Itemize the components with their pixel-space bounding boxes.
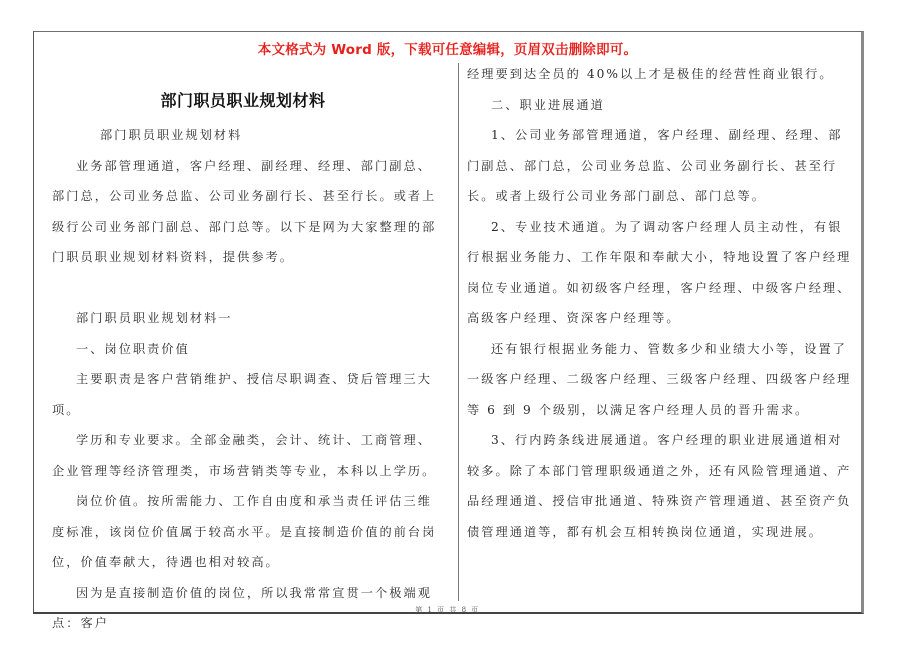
section-heading: 一、岗位职责价值 [76,341,190,356]
paragraph: 因为是直接制造价值的岗位，所以我常常宣贯一个极端观点：客户 [52,585,432,630]
paragraph: 3、行内跨条线进展通道。客户经理的职业进展通道相对较多。除了本部门管理职级通道之外，还有风险管理通道、产品经理通道、授信审批通道、特殊资产管理通道、甚至资产负债管理通道等，都有机会互相转换岗位通道，实现进展。 [467,433,852,539]
document-title: 部门职员职业规划材料 [160,91,326,110]
paragraph: 还有银行根据业务能力、管数多少和业绩大小等，设置了一级客户经理、二级客户经理、三级客户经理、四级客户经理等 6 到 9 个级别，以满足客户经理人员的晋升需求。 [467,341,852,417]
right-column [467,59,852,547]
intro-paragraph: 业务部管理通道，客户经理、副经理、经理、部门副总、部门总，公司业务总监、公司业务副行长、甚至行长。或者上级行公司业务部门副总、部门总等。以下是网为大家整理的部门职员职业规划材料资料，提供参考。 [52,158,437,264]
subtitle-paragraph: 部门职员职业规划材料 [100,128,243,142]
section-heading: 部门职员职业规划材料一 [76,311,233,325]
header-note: 本文格式为 Word 版，下载可任意编辑，页眉双击删除即可。 [257,42,638,58]
column-divider [458,63,459,601]
paragraph: 经理要到达全员的 40%以上才是极佳的经营性商业银行。 [467,67,834,81]
document-page [33,31,864,630]
paragraph: 1、公司业务部管理通道，客户经理、副经理、经理、部门副总、部门总，公司业务总监、公司业务副行长、甚至行长。或者上级行公司业务部门副总、部门总等。 [467,128,843,203]
paragraph: 学历和专业要求。全部金融类，会计、统计、工商管理、企业管理等经济管理类，市场营销类等专业，本科以上学历。 [52,433,437,478]
spacer [52,273,444,304]
page-number: 第 1 页 共 8 页 [415,606,480,614]
section-heading: 二、职业进展通道 [491,97,605,112]
paragraph: 主要职责是客户营销维护、授信尽职调查、贷后管理三大项。 [52,372,432,417]
left-column [52,82,444,639]
paragraph: 2、专业技术通道。为了调动客户经理人员主动性，有银行根据业务能力、工作年限和奉献大小，特地设置了客户经理岗位专业通道。如初级客户经理，客户经理、中级客户经理、高级客户经理、资深客户经理等。 [467,219,852,325]
paragraph: 岗位价值。按所需能力、工作自由度和承当责任评估三维度标准，该岗位价值属于较高水平。是直接制造价值的前台岗位，价值奉献大，待遇也相对较高。 [52,494,437,569]
